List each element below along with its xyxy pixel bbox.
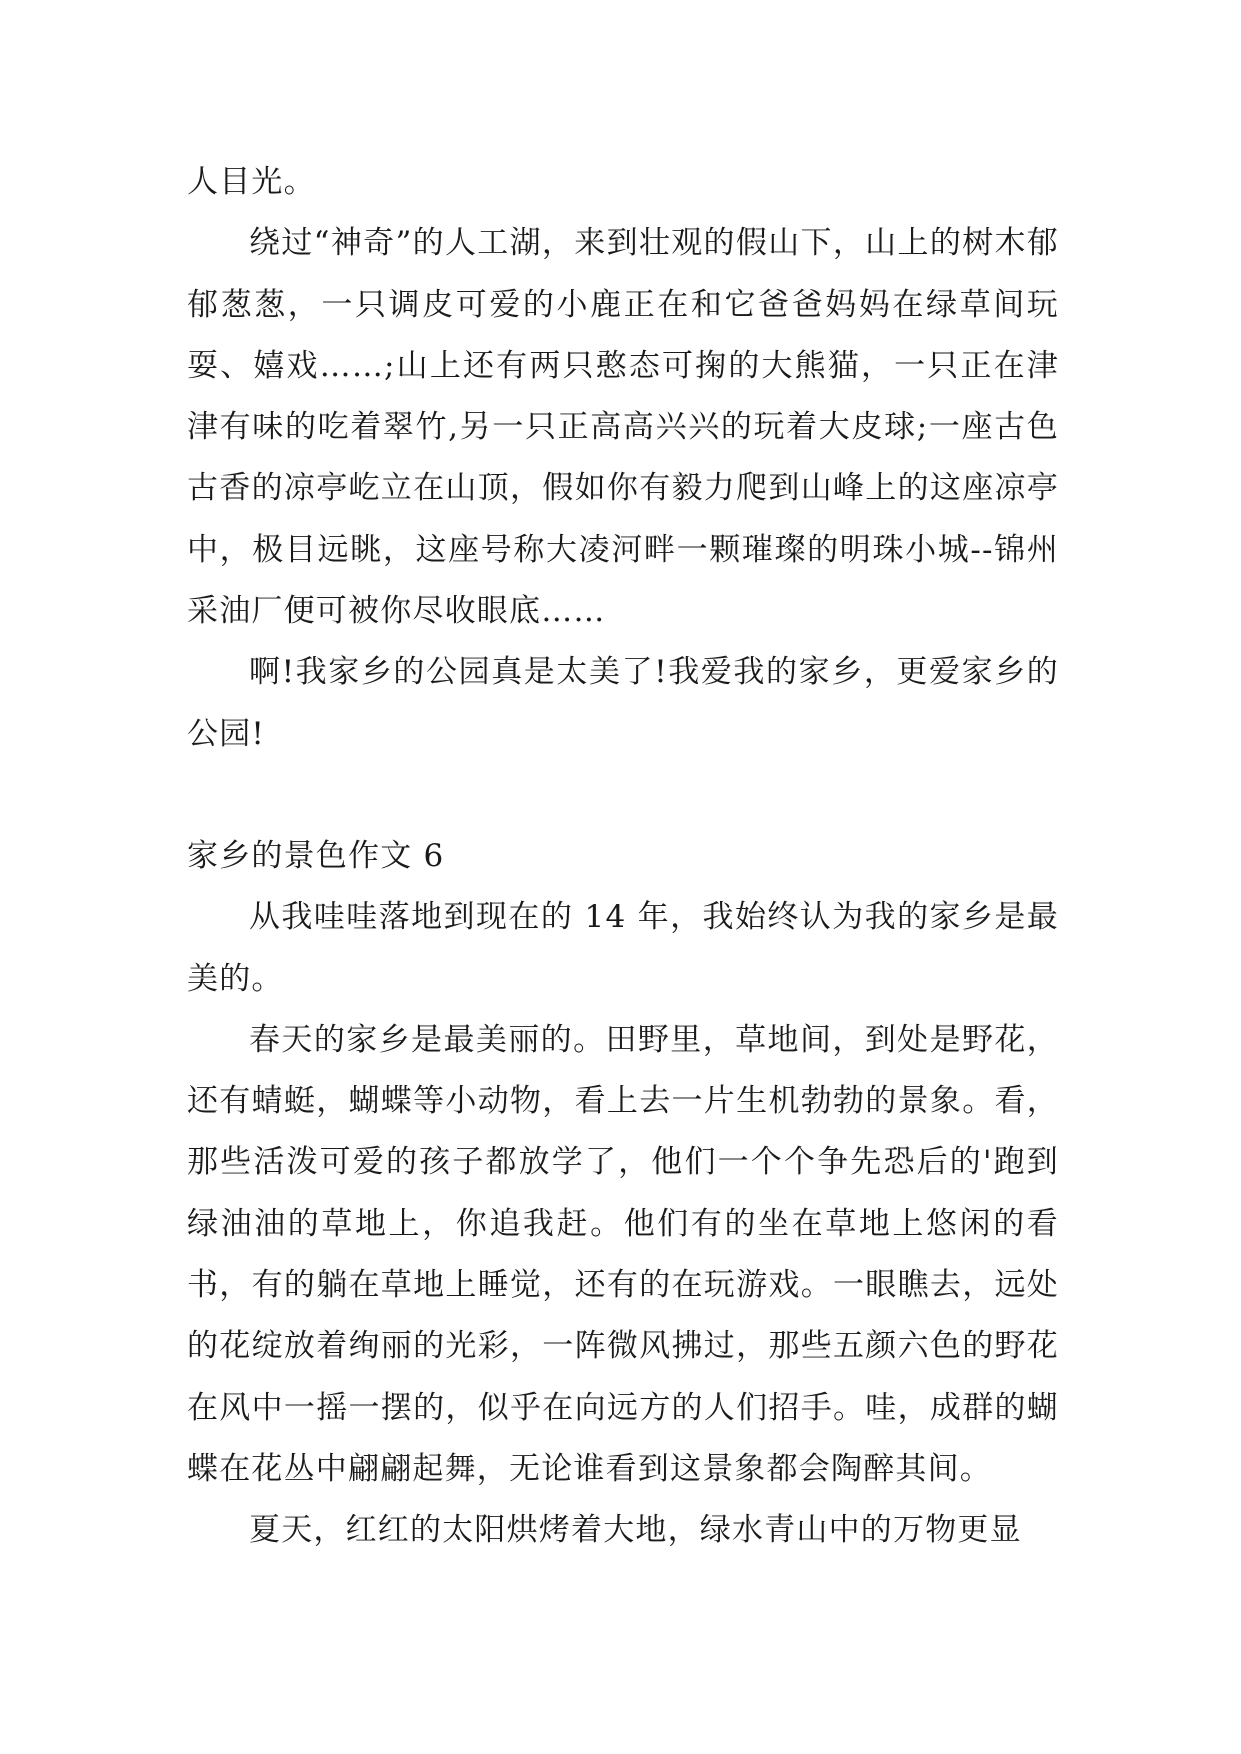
paragraph: 春天的家乡是最美丽的。田野里，草地间，到处是野花，还有蜻蜓，蝴蝶等小动物，看上去一片生机勃勃的景象。看，那些活泼可爱的孩子都放学了，他们一个个争先恐后的'跑到绿油油的草地上，你追我赶。他们有的坐在草地上悠闲的看书，有的躺在草地上睡觉，还有的在玩游戏。一眼瞧去，远处的花绽放着绚丽的光彩，一阵微风拂过，那些五颜六色的野花在风中一摇一摆的，似乎在向远方的人们招手。哇，成群的蝴蝶在花丛中翩翩起舞，无论谁看到这景象都会陶醉其间。 bbox=[187, 1021, 1059, 1487]
paragraph: 从我哇哇落地到现在的 14 年，我始终认为我的家乡是最美的。 bbox=[187, 899, 1059, 997]
paragraph: 人目光。 bbox=[187, 164, 316, 200]
paragraph: 绕过“神奇”的人工湖，来到壮观的假山下，山上的树木郁郁葱葱，一只调皮可爱的小鹿正在和它爸爸妈妈在绿草间玩耍、嬉戏……;山上还有两只憨态可掬的大熊猫，一只正在津津有味的吃着翠竹,另一只正高高兴兴的玩着大皮球;一座古色古香的凉亭屹立在山顶，假如你有毅力爬到山峰上的这座凉亭中，极目远眺，这座号称大凌河畔一颗璀璨的明珠小城--锦州采油厂便可被你尽收眼底…… bbox=[187, 225, 1059, 630]
paragraph: 啊!我家乡的公园真是太美了!我爱我的家乡，更爱家乡的公园! bbox=[187, 654, 1059, 752]
document-body bbox=[187, 152, 1059, 1562]
section-heading: 家乡的景色作文 6 bbox=[187, 837, 445, 874]
paragraph: 夏天，红红的太阳烘烤着大地，绿水青山中的万物更显 bbox=[249, 1512, 1022, 1549]
